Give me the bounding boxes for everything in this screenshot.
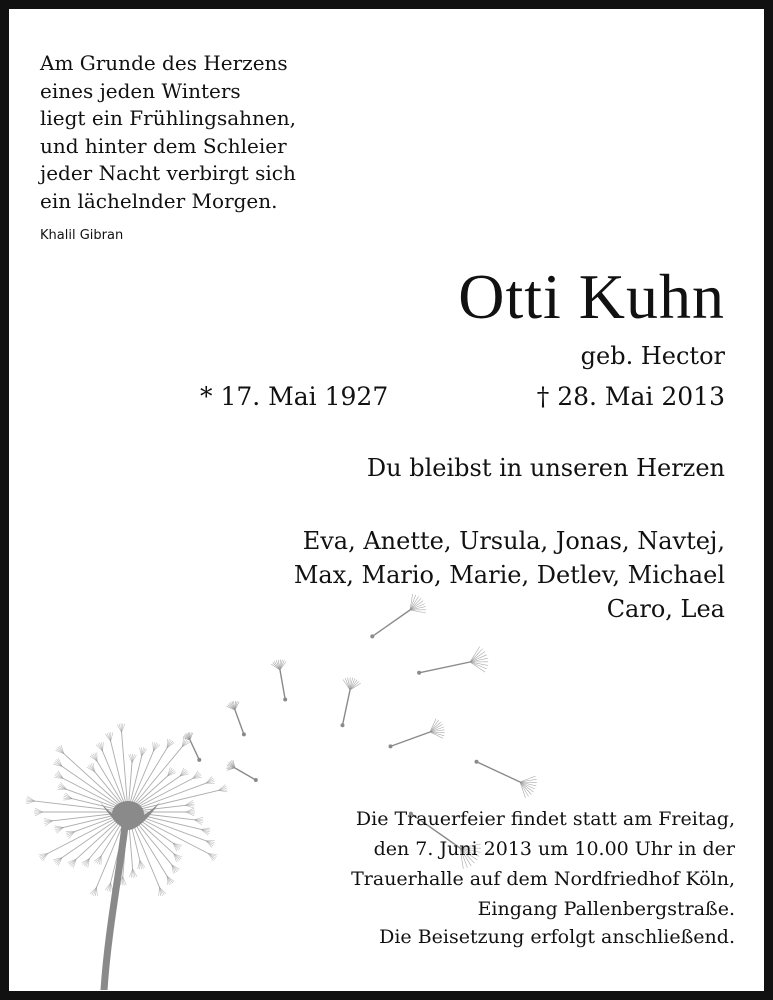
poem-line: liegt ein Frühlingsahnen, [40, 106, 296, 130]
mourners-line: Eva, Anette, Ursula, Jonas, Navtej, [302, 527, 725, 555]
service-line: Die Trauerfeier findet statt am Freitag, [355, 808, 735, 830]
burial-note: Die Beisetzung erfolgt anschließend. [379, 926, 735, 948]
service-line: Trauerhalle auf dem Nordfriedhof Köln, [351, 868, 735, 890]
funeral-service-info [351, 804, 735, 924]
deceased-name: Otti Kuhn [458, 261, 725, 332]
birth-date: * 17. Mai 1927 [200, 382, 389, 411]
poem-line: eines jeden Winters [40, 78, 241, 103]
poem-line: jeder Nacht verbirgt sich [40, 161, 296, 185]
poem-author: Khalil Gibran [40, 228, 124, 243]
poem-line: Am Grunde des Herzens [40, 51, 288, 75]
service-line: Eingang Pallenbergstraße. [477, 898, 735, 920]
service-line: den 7. Juni 2013 um 10.00 Uhr in der [373, 838, 735, 860]
mourners-line: Max, Mario, Marie, Detlev, Michael [293, 561, 725, 589]
poem [40, 50, 296, 215]
maiden-name: geb. Hector [580, 342, 725, 370]
mourners-line: Caro, Lea [606, 595, 725, 623]
poem-line: ein lächelnder Morgen. [40, 188, 278, 213]
motto: Du bleibst in unseren Herzen [366, 454, 725, 482]
poem-line: und hinter dem Schleier [40, 133, 287, 158]
death-date: † 28. Mai 2013 [536, 382, 725, 411]
